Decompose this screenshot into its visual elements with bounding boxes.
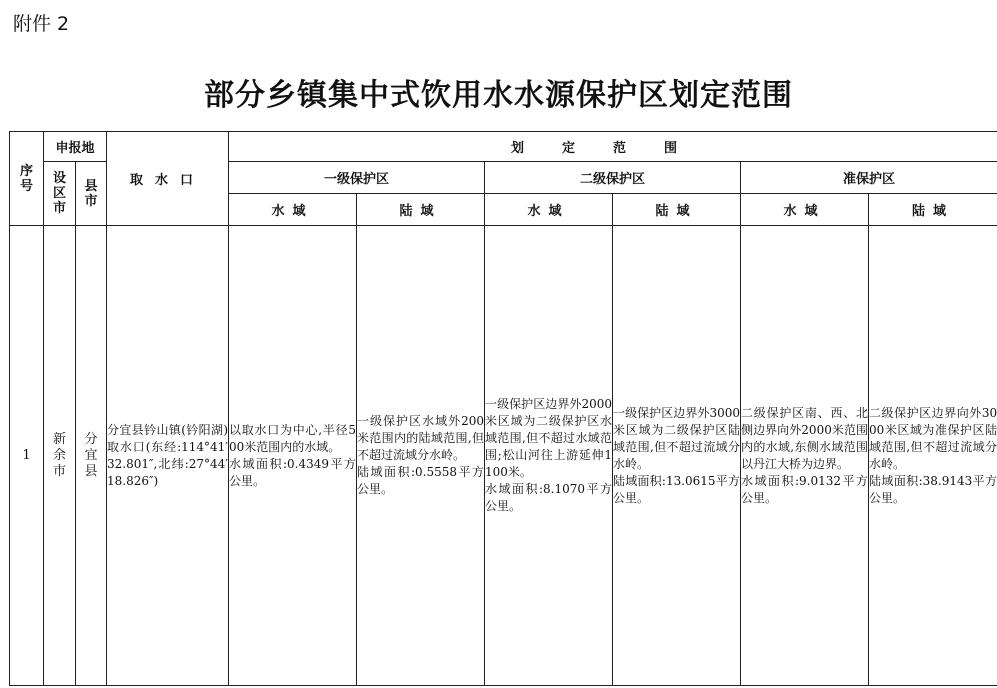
zone2-land-area: 陆域面积:13.0615平方公里。 bbox=[613, 473, 741, 505]
row-zone2-land bbox=[613, 226, 741, 686]
row-seq bbox=[10, 226, 44, 686]
header-zone3-water bbox=[741, 194, 869, 226]
row-city bbox=[44, 226, 76, 686]
header-county bbox=[76, 162, 107, 226]
row-county bbox=[76, 226, 107, 686]
page-title: 部分乡镇集中式饮用水水源保护区划定范围 bbox=[204, 78, 793, 113]
header-water-label: 水域 bbox=[527, 204, 570, 219]
header-seq-label: 序号 bbox=[19, 163, 33, 194]
scope-table bbox=[9, 131, 997, 686]
zone3-land-area: 陆域面积:38.9143平方公里。 bbox=[869, 473, 997, 505]
header-county-label: 县市 bbox=[84, 178, 98, 209]
header-intake-label: 取水口 bbox=[130, 173, 206, 188]
header-land-label: 陆域 bbox=[912, 204, 955, 219]
row-zone3-water bbox=[741, 226, 869, 686]
row-zone1-water bbox=[229, 226, 357, 686]
row-zone2-water bbox=[485, 226, 613, 686]
zone1-land-area: 陆域面积:0.5558平方公里。 bbox=[357, 465, 485, 496]
attachment-label: 附件 2 bbox=[13, 13, 70, 35]
header-zone2-water bbox=[485, 194, 613, 226]
row-intake bbox=[107, 226, 229, 686]
header-zone3-land bbox=[869, 194, 997, 226]
row-county-value: 分宜县 bbox=[84, 431, 98, 479]
zone3-water-text: 二级保护区南、西、北侧边界向外2000米范围内的水域,东侧水域范围以丹江大桥为边界。 bbox=[741, 405, 869, 471]
zone2-land-text: 一级保护区边界外3000米区域为二级保护区陆域范围,但不超过流域分水岭。 bbox=[613, 405, 741, 471]
zone3-land-text: 二级保护区边界向外3000米区域为准保护区陆域范围,但不超过流域分水岭。 bbox=[869, 405, 997, 471]
header-applicant-label: 申报地 bbox=[55, 141, 95, 156]
zone2-water-area: 水域面积:8.1070平方公里。 bbox=[485, 482, 613, 513]
header-seq bbox=[10, 132, 44, 226]
header-zone3-label: 准保护区 bbox=[843, 172, 896, 187]
header-applicant bbox=[44, 132, 107, 162]
header-zone2-land bbox=[613, 194, 741, 226]
zone1-water-text: 以取水口为中心,半径500米范围内的水域。 bbox=[229, 422, 357, 454]
row-seq-value: 1 bbox=[22, 448, 31, 463]
header-land-label: 陆域 bbox=[655, 204, 698, 219]
row-zone3-land bbox=[869, 226, 997, 686]
header-water-label: 水域 bbox=[271, 204, 314, 219]
zone2-water-text: 一级保护区边界外2000米区域为二级保护区水域范围,但不超过水域范围;松山河往上游延伸1100米。 bbox=[485, 397, 613, 479]
header-zone1-water bbox=[229, 194, 357, 226]
header-city bbox=[44, 162, 76, 226]
header-land-label: 陆域 bbox=[399, 204, 442, 219]
header-zone2 bbox=[485, 162, 741, 194]
header-city-label: 设区市 bbox=[52, 171, 66, 216]
header-scope-label: 划定范围 bbox=[511, 141, 716, 156]
header-zone1 bbox=[229, 162, 485, 194]
row-city-value: 新余市 bbox=[52, 431, 66, 479]
zone1-land-text: 一级保护区水域外200米范围内的陆域范围,但不超过流域分水岭。 bbox=[357, 414, 485, 462]
header-zone1-label: 一级保护区 bbox=[324, 172, 390, 187]
zone1-water-area: 水域面积:0.4349平方公里。 bbox=[229, 456, 357, 488]
row-intake-value: 分宜县钤山镇(钤阳湖)取水口(东经:114°41′32.801″,北纬:27°44′18.826″) bbox=[107, 422, 229, 488]
header-water-label: 水域 bbox=[783, 204, 826, 219]
header-zone3 bbox=[741, 162, 997, 194]
header-zone2-label: 二级保护区 bbox=[580, 172, 646, 187]
header-zone1-land bbox=[357, 194, 485, 226]
row-zone1-land bbox=[357, 226, 485, 686]
zone3-water-area: 水域面积:9.0132平方公里。 bbox=[741, 473, 869, 505]
header-intake bbox=[107, 132, 229, 226]
header-scope bbox=[229, 132, 997, 162]
table-row bbox=[10, 226, 997, 686]
